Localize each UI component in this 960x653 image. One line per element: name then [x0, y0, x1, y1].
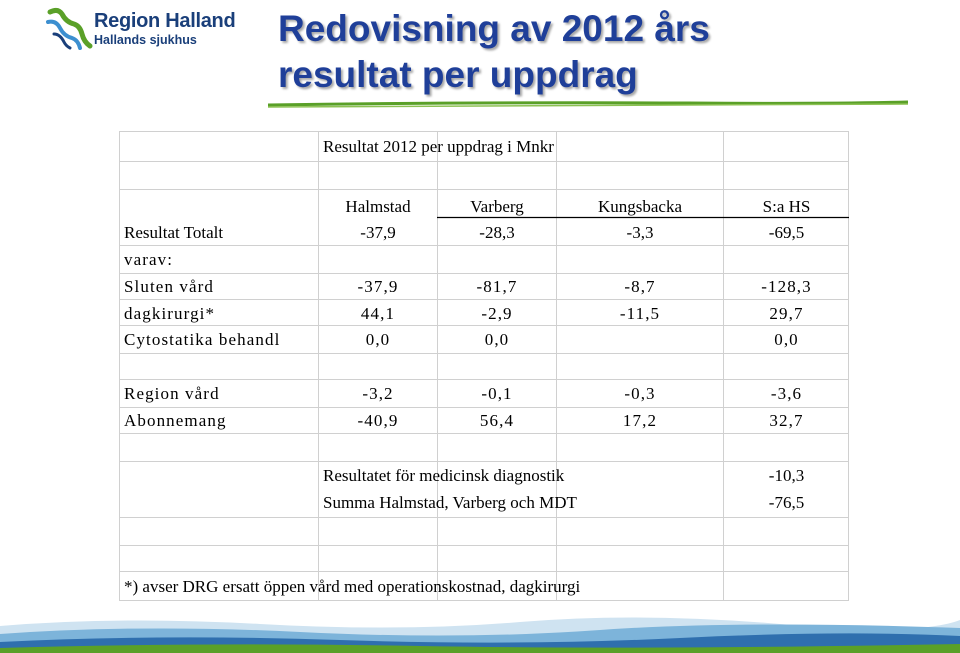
row-label: Abonnemang: [124, 411, 227, 430]
row-label: varav:: [124, 250, 174, 269]
page-title-line-1: Redovisning av 2012 års: [278, 8, 710, 49]
halland-map-icon: [44, 4, 94, 52]
logo-name: Region Halland: [94, 10, 236, 32]
table-cell: -2,9: [481, 304, 513, 323]
page-title-line-2: resultat per uppdrag: [278, 54, 638, 95]
table-cell: -11,5: [619, 304, 661, 323]
table-cell: -0,3: [624, 384, 656, 403]
table-cell: 44,1: [360, 304, 396, 323]
table-cell: 56,4: [479, 411, 515, 430]
table-cell: -3,2: [362, 384, 394, 403]
row-label: dagkirurgi*: [124, 304, 216, 323]
column-header-varberg: Varberg: [470, 197, 524, 216]
table-cell: 29,7: [769, 304, 804, 323]
logo-subtitle: Hallands sjukhus: [94, 33, 197, 47]
table-cell: 0,0: [365, 330, 391, 349]
table-cell: 17,2: [622, 411, 658, 430]
table-cell: -69,5: [768, 223, 805, 242]
column-header-halmstad: Halmstad: [345, 197, 411, 216]
table-cell: 0,0: [774, 330, 799, 349]
row-label: Region vård: [124, 384, 220, 403]
page-title: [278, 6, 838, 98]
table-cell: -0,1: [481, 384, 513, 403]
table-cell: -37,9: [357, 277, 399, 296]
table-cell: -28,3: [479, 223, 515, 242]
footnote: *) avser DRG ersatt öppen vård med operationskostnad, dagkirurgi: [124, 577, 581, 596]
table-cell: -81,7: [476, 277, 518, 296]
row-label: Cytostatika behandl: [124, 330, 281, 349]
footer-wave-decoration: [0, 612, 960, 653]
results-table: [119, 131, 849, 601]
table-cell: -3,6: [770, 384, 803, 403]
row-label: Sluten vård: [124, 277, 215, 296]
table-cell: -128,3: [761, 277, 812, 296]
table-cell: -40,9: [357, 411, 399, 430]
column-header-kungsbacka: Kungsbacka: [597, 197, 683, 216]
summary-label: Resultatet för medicinsk diagnostik: [323, 466, 565, 485]
column-header-total: S:a HS: [762, 197, 811, 216]
table-cell: -37,9: [360, 223, 396, 242]
summary-label: Summa Halmstad, Varberg och MDT: [323, 493, 577, 512]
summary-value: -10,3: [768, 466, 805, 485]
title-underline: [268, 98, 908, 110]
summary-value: -76,5: [768, 493, 805, 512]
logo-text: [94, 10, 235, 48]
table-cell: -8,7: [624, 277, 656, 296]
table-cell: 32,7: [769, 411, 804, 430]
table-caption: Resultat 2012 per uppdrag i Mnkr: [323, 137, 554, 156]
row-label: Resultat Totalt: [124, 223, 224, 242]
table-cell: -3,3: [626, 223, 654, 242]
table-cell: 0,0: [484, 330, 510, 349]
